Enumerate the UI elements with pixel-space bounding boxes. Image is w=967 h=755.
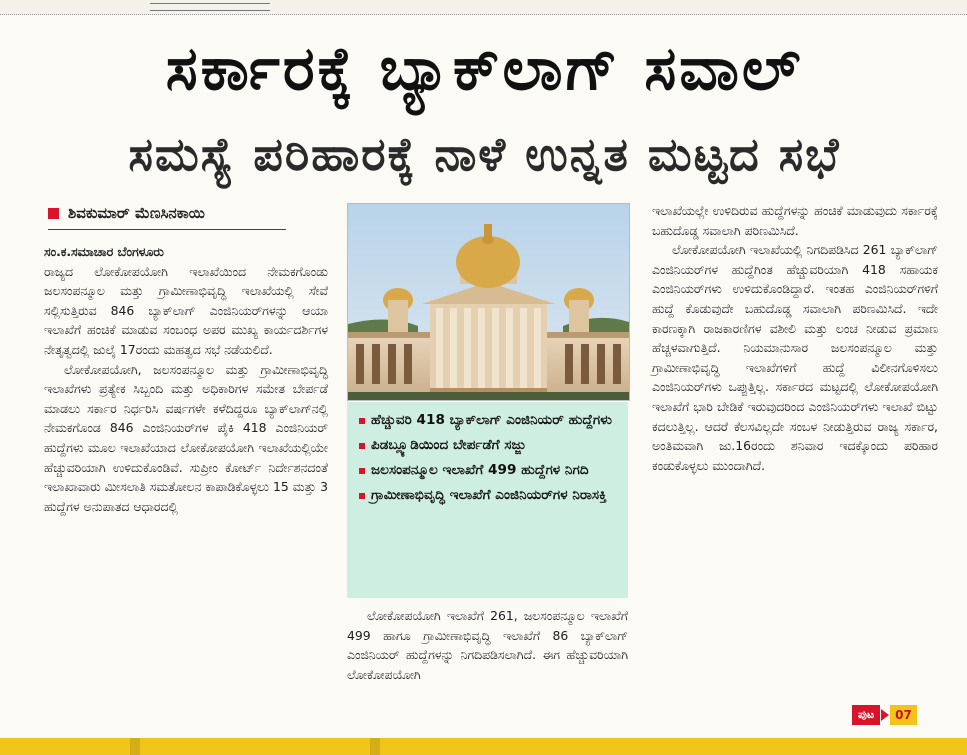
bottom-strip	[0, 738, 967, 755]
bullet-icon	[359, 493, 365, 499]
bullet-icon	[359, 468, 365, 474]
article-column-3	[652, 201, 938, 475]
highlights-box	[347, 402, 628, 598]
paragraph: ಲೋಕೋಪಯೋಗಿ, ಜಲಸಂಪನ್ಮೂಲ ಮತ್ತು ಗ್ರಾಮೀಣಾಭಿವೃದ್ಧಿ ಇಲಾಖೆಗಳು ಪ್ರತ್ಯೇಕ ಸಿಬ್ಬಂದಿ ಮತ್ತು ಅಧಿಕಾರಿಗಳ ಸಮೇತ ಬೇರ್ಪಡೆ ಮಾಡಲು ಸರ್ಕಾರ ನಿರ್ಧರಿಸಿ ವರ್ಷಗಳೇ ಕಳೆದಿದ್ದರೂ ಬ್ಯಾಕ್‌ಲಾಗ್‌ನಲ್ಲಿ ನೇಮಕಗೊಂಡ 846 ಎಂಜಿನಿಯರ್‌ಗಳ ಪೈಕಿ 418 ಎಂಜಿನಿಯರ್ ಹುದ್ದೆಗಳು ಮೂಲ ಇಲಾಖೆಯಾದ ಲೋಕೋಪಯೋಗಿ ಇಲಾಖೆಯಲ್ಲಿಯೇ ಹೆಚ್ಚುವರಿಯಾಗಿ ಉಳಿದುಕೊಂಡಿವೆ. ಸುಪ್ರೀಂ ಕೋರ್ಟ್ ನಿರ್ದೇಶನದಂತೆ ಇಲಾಖಾವಾರು ಮೀಸಲಾತಿ ಸಮತೋಲನ ಕಾಪಾಡಿಕೊಳ್ಳಲು 15 ಮತ್ತು 3 ಹುದ್ದೆಗಳ ಅನುಪಾತದ ಆಧಾರದಲ್ಲಿ	[44, 361, 328, 514]
headline: ಸರ್ಕಾರಕ್ಕೆ ಬ್ಯಾಕ್‌ಲಾಗ್ ಸವಾಲ್	[165, 34, 804, 104]
page-badge	[852, 705, 932, 725]
byline-marker	[48, 208, 59, 219]
byline-underline	[48, 229, 286, 230]
highlight-item: ಗ್ರಾಮೀಣಾಭಿವೃದ್ಧಿ ಇಲಾಖೆಗೆ ಎಂಜಿನಿಯರ್‌ಗಳ ನಿರಾಸಕ್ತಿ	[359, 485, 618, 506]
article-column-2	[347, 606, 628, 684]
page-number: 07	[890, 705, 917, 725]
byline	[48, 204, 205, 226]
strip-divider	[370, 738, 380, 755]
paragraph: ಲೋಕೋಪಯೋಗಿ ಇಲಾಖೆಗೆ 261, ಜಲಸಂಪನ್ಮೂಲ ಇಲಾಖೆಗೆ 499 ಹಾಗೂ ಗ್ರಾಮೀಣಾಭಿವೃದ್ಧಿ ಇಲಾಖೆಗೆ 86 ಬ್ಯಾಕ್‌ಲಾಗ್ ಎಂಜಿನಿಯರ್ ಹುದ್ದೆಗಳನ್ನು ನಿಗದಿಪಡಿಸಲಾಗಿದೆ. ಈಗ ಹೆಚ್ಚುವರಿಯಾಗಿ ಲೋಕೋಪಯೋಗಿ	[347, 608, 628, 682]
arrow-right-icon	[881, 709, 889, 721]
top-rule	[150, 3, 270, 11]
vidhana-soudha-photo	[347, 203, 630, 401]
article-column-1	[44, 242, 328, 516]
paragraph: ಲೋಕೋಪಯೋಗಿ ಇಲಾಖೆಯಲ್ಲಿ ನಿಗದಿಪಡಿಸಿದ 261 ಬ್ಯಾಕ್‌ಲಾಗ್ ಎಂಜಿನಿಯರ್‌ಗಳ ಹುದ್ದೆಗಿಂತ ಹೆಚ್ಚುವರಿಯಾಗಿ 418 ಸಹಾಯಕ ಎಂಜಿನಿಯರ್‌ಗಳು ಉಳಿದುಕೊಂಡಿದ್ದಾರೆ. ಇಂತಹ ಎಂಜಿನಿಯರ್‌ಗಳಿಗೆ ಹುದ್ದೆ ಕೊಡುವುದೇ ಬಹುದೊಡ್ಡ ಸವಾಲಾಗಿ ಪರಿಣಮಿಸಿದೆ. ಇದೇ ಕಾರಣಕ್ಕಾಗಿ ರಾಜಕಾರಣಿಗಳ ವಶೀಲಿ ಮತ್ತು ಲಂಚ ನೀಡುವ ಪ್ರಮಾಣ ಹೆಚ್ಚಳವಾಗುತ್ತಿದೆ. ನಿಯಮಾನುಸಾರ ಜಲಸಂಪನ್ಮೂಲ ಮತ್ತು ಗ್ರಾಮೀಣಾಭಿವೃದ್ಧಿ ಇಲಾಖೆಗಳಿಗೆ ಹುದ್ದೆ ವಿಲೀನಗೊಳಿಸಲು ಎಂಜಿನಿಯರ್‌ಗಳು ಒಪ್ಪುತ್ತಿಲ್ಲ. ಸರ್ಕಾರದ ಮಟ್ಟದಲ್ಲಿ ಲೋಕೋಪಯೋಗಿ ಇಲಾಖೆಗೆ ಭಾರಿ ಬೇಡಿಕೆ ಇರುವುದರಿಂದ ಎಂಜಿನಿಯರ್‌ಗಳು ಇಲಾಖೆ ಬಿಟ್ಟು ಕದಲುತ್ತಿಲ್ಲ. ಆದರೆ ಕೆಲಸವಿಲ್ಲದೇ ಸಂಬಳ ನೀಡುತ್ತಿರುವ ರಾಜ್ಯ ಸರ್ಕಾರ, ಅಂತಿಮವಾಗಿ ಜು.16ರಂದು ಶನಿವಾರ ಇದಕ್ಕೊಂದು ಪರಿಹಾರ ಕಂಡುಕೊಳ್ಳಲು ಮುಂದಾಗಿದೆ.	[652, 242, 938, 473]
paragraph: ರಾಜ್ಯದ ಲೋಕೋಪಯೋಗಿ ಇಲಾಖೆಯಿಂದ ನೇಮಕಗೊಂಡು ಜಲಸಂಪನ್ಮೂಲ ಮತ್ತು ಗ್ರಾಮೀಣಾಭಿವೃದ್ಧಿ ಇಲಾಖೆಯಲ್ಲಿ ಸೇವೆ ಸಲ್ಲಿಸುತ್ತಿರುವ 846 ಬ್ಯಾಕ್‌ಲಾಗ್ ಎಂಜಿನಿಯರ್‌ಗಳನ್ನು ಆಯಾ ಇಲಾಖೆಗೆ ಹಂಚಿಕೆ ಮಾಡುವ ಸಂಬಂಧ ಅಪರ ಮುಖ್ಯ ಕಾರ್ಯದರ್ಶಿಗಳ ನೇತೃತ್ವದಲ್ಲಿ ಜುಲೈ 17ರಂದು ಮಹತ್ವದ ಸಭೆ ನಡೆಯಲಿದೆ.	[44, 263, 328, 357]
strip-divider	[130, 738, 140, 755]
top-strip	[0, 0, 967, 15]
highlight-item: ಹೆಚ್ಚುವರಿ 418 ಬ್ಯಾಕ್‌ಲಾಗ್ ಎಂಜಿನಿಯರ್ ಹುದ್ದೆಗಳು	[359, 410, 618, 431]
highlight-item: ಪಿಡಬ್ಲ್ಯೂಡಿಯಿಂದ ಬೇರ್ಪಡೆಗೆ ಸಜ್ಜು	[359, 435, 618, 456]
bullet-icon	[359, 418, 365, 424]
dateline: ಸಂ.ಕ.ಸಮಾಚಾರ ಬೆಂಗಳೂರು	[44, 244, 164, 259]
byline-author: ಶಿವಕುಮಾರ್ ಮೆಣಸಿನಕಾಯಿ	[68, 204, 205, 222]
page-label: ಪುಟ	[852, 705, 880, 725]
highlight-item: ಜಲಸಂಪನ್ಮೂಲ ಇಲಾಖೆಗೆ 499 ಹುದ್ದೆಗಳ ನಿಗದಿ	[359, 460, 618, 481]
bullet-icon	[359, 443, 365, 449]
subheadline: ಸಮಸ್ಯೆ ಪರಿಹಾರಕ್ಕೆ ನಾಳೆ ಉನ್ನತ ಮಟ್ಟದ ಸಭೆ	[128, 127, 841, 181]
paragraph: ಇಲಾಖೆಯಲ್ಲೇ ಉಳಿದಿರುವ ಹುದ್ದೆಗಳನ್ನು ಹಂಚಿಕೆ ಮಾಡುವುದು ಸರ್ಕಾರಕ್ಕೆ ಬಹುದೊಡ್ಡ ಸವಾಲಾಗಿ ಪರಿಣಮಿಸಿದೆ.	[652, 203, 938, 238]
